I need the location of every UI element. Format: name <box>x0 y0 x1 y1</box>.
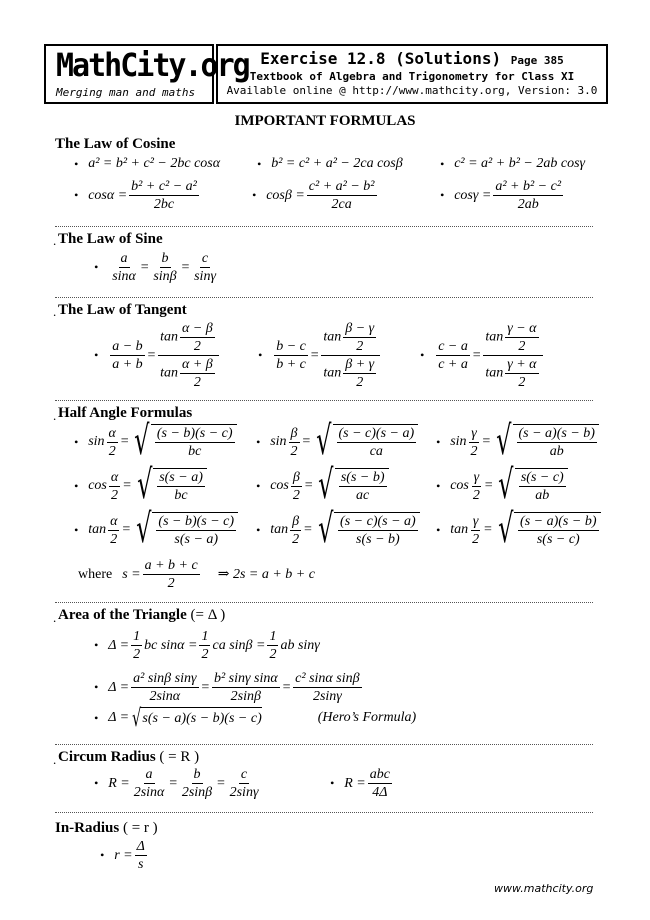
formula-cosine-b: • b² = c² + a² − 2ca cosβ <box>257 156 403 171</box>
formula-tan-half-alpha: • tan $\frac{\alpha}{2}$ = √ $\frac{(s - b)(s - c)}{s(s - a)}$ <box>74 512 238 548</box>
exercise-box <box>216 44 608 104</box>
header <box>44 44 608 106</box>
formula-tan-half-gamma: • tan $\frac{\gamma}{2}$ = √ $\frac{(s - a)(s - b)}{s(s - c)}$ <box>436 512 601 548</box>
formula-tan-half-beta: • tan $\frac{\beta}{2}$ = √ $\frac{(s - c)(s - a)}{s(s - b)}$ <box>256 512 420 548</box>
formula-cos-half-alpha: • cos $\frac{\alpha}{2}$ = √ $\frac{s(s - a)}{bc}$ <box>74 468 207 504</box>
section-circum-radius: Circum Radius ( = R ) <box>58 749 200 765</box>
formula-cosine-a: • a² = b² + c² − 2bc cosα <box>74 156 221 171</box>
formula-cos-half-beta: • cos $\frac{\beta}{2}$ = √ $\frac{s(s - b)}{ac}$ <box>256 468 389 504</box>
formula-cos-alpha: • cosα = $\frac{\text{b² + c² − a²}}{2bc}$ <box>74 179 197 212</box>
formula-cos-gamma: • cosγ = $\frac{\text{a² + b² − c²}}{2ab}$ <box>440 179 562 212</box>
section-marker: . <box>53 304 57 319</box>
exercise-title: Exercise 12.8 (Solutions) Page 385 <box>260 49 564 68</box>
formula-cos-half-gamma: • cos $\frac{\gamma}{2}$ = √ $\frac{s(s - c)}{ab}$ <box>436 468 568 504</box>
formula-law-of-sine: • $\frac{a}{\sin\alpha}$ = $\frac{b}{\sin\beta}$ = $\frac{c}{\sin\gamma}$ <box>94 251 216 284</box>
formula-tangent-ab: • $\frac{a - b}{a + b}$ = tan $\frac{\alpha - \beta}{2}$ tan $\frac{\alpha + \beta}{2}$ <box>94 320 221 391</box>
divider <box>55 602 593 603</box>
divider <box>55 744 593 745</box>
formula-sin-half-beta: • sin $\frac{\beta}{2}$ = √ $\frac{(s - c)(s - a)}{ca}$ <box>256 424 418 460</box>
formula-tangent-bc: • $\frac{b - c}{b + c}$ = tan $\frac{\beta - \gamma}{2}$ tan $\frac{\beta + \gamma}{2}$ <box>258 320 382 391</box>
section-marker: . <box>53 233 57 248</box>
logo[interactable]: MathCity.org <box>56 46 249 85</box>
book-title: Textbook of Algebra and Trigonometry for Class XI <box>249 70 575 83</box>
formula-area-sine: • Δ = $\frac{1}{2}$ bc sinα = $\frac{1}{2}$ ca sinβ = $\frac{1}{2}$ ab sinγ <box>94 629 320 662</box>
formula-area-angles: • Δ = $\frac{\text{a² sinβ sinγ}}{2\sin\alpha}$ = $\frac{\text{b² sinγ sinα}}{2\sin\beta}$ = $\frac{\text{c² sinα sinβ}}{2\sin\gamma}$ <box>94 671 360 704</box>
divider <box>55 812 593 813</box>
section-half-angle: Half Angle Formulas <box>58 405 193 421</box>
section-law-of-tangent: The Law of Tangent <box>58 302 187 318</box>
page-number: Page 385 <box>510 54 564 67</box>
tagline: Merging man and maths <box>56 86 196 99</box>
section-marker: . <box>53 408 57 423</box>
formula-cosine-c: • c² = a² + b² − 2ab cosγ <box>440 156 586 171</box>
divider <box>55 400 593 401</box>
formula-circum-radius-area: • R = $\frac{\text{abc}}{4\Delta}$ <box>330 767 390 800</box>
available-online: Available online @ http://www.mathcity.org, Version: 3.0 <box>226 84 598 97</box>
divider <box>55 297 593 298</box>
formula-area-hero: • Δ = √ s(s − a)(s − b)(s − c) (Hero’s Formula) <box>94 704 417 732</box>
section-law-of-cosine: The Law of Cosine <box>55 136 176 152</box>
formula-circum-radius-sine: • R = $\frac{a}{2\sin\alpha}$ = $\frac{b}{2\sin\beta}$ = $\frac{c}{2\sin\gamma}$ <box>94 767 259 800</box>
section-marker: . <box>53 610 57 625</box>
semi-perimeter-definition: where s = $\frac{a + b + c}{2}$ ⇒ 2s = a + b + c <box>78 558 315 591</box>
formula-in-radius: • r = $\frac{\Delta}{s}$ <box>100 839 145 872</box>
formula-sin-half-alpha: • sin $\frac{\alpha}{2}$ = √ $\frac{(s - b)(s - c)}{bc}$ <box>74 424 237 460</box>
footer-url[interactable]: www.mathcity.org <box>494 882 594 895</box>
section-area: Area of the Triangle (= Δ ) <box>58 607 226 623</box>
logo-box <box>44 44 249 104</box>
divider <box>55 226 593 227</box>
section-law-of-sine: The Law of Sine <box>58 231 163 247</box>
page-title: IMPORTANT FORMULAS <box>234 113 416 129</box>
formula-tangent-ca: • $\frac{c - a}{c + a}$ = tan $\frac{\gamma - \alpha}{2}$ tan $\frac{\gamma + \alpha}{2}$ <box>420 320 545 391</box>
formula-sin-half-gamma: • sin $\frac{\gamma}{2}$ = √ $\frac{(s - a)(s - b)}{ab}$ <box>436 424 599 460</box>
section-marker: . <box>53 752 57 767</box>
formula-cos-beta: • cosβ = $\frac{\text{c² + a² − b²}}{2ca}$ <box>252 179 375 212</box>
section-in-radius: In-Radius ( = r ) <box>55 820 158 836</box>
